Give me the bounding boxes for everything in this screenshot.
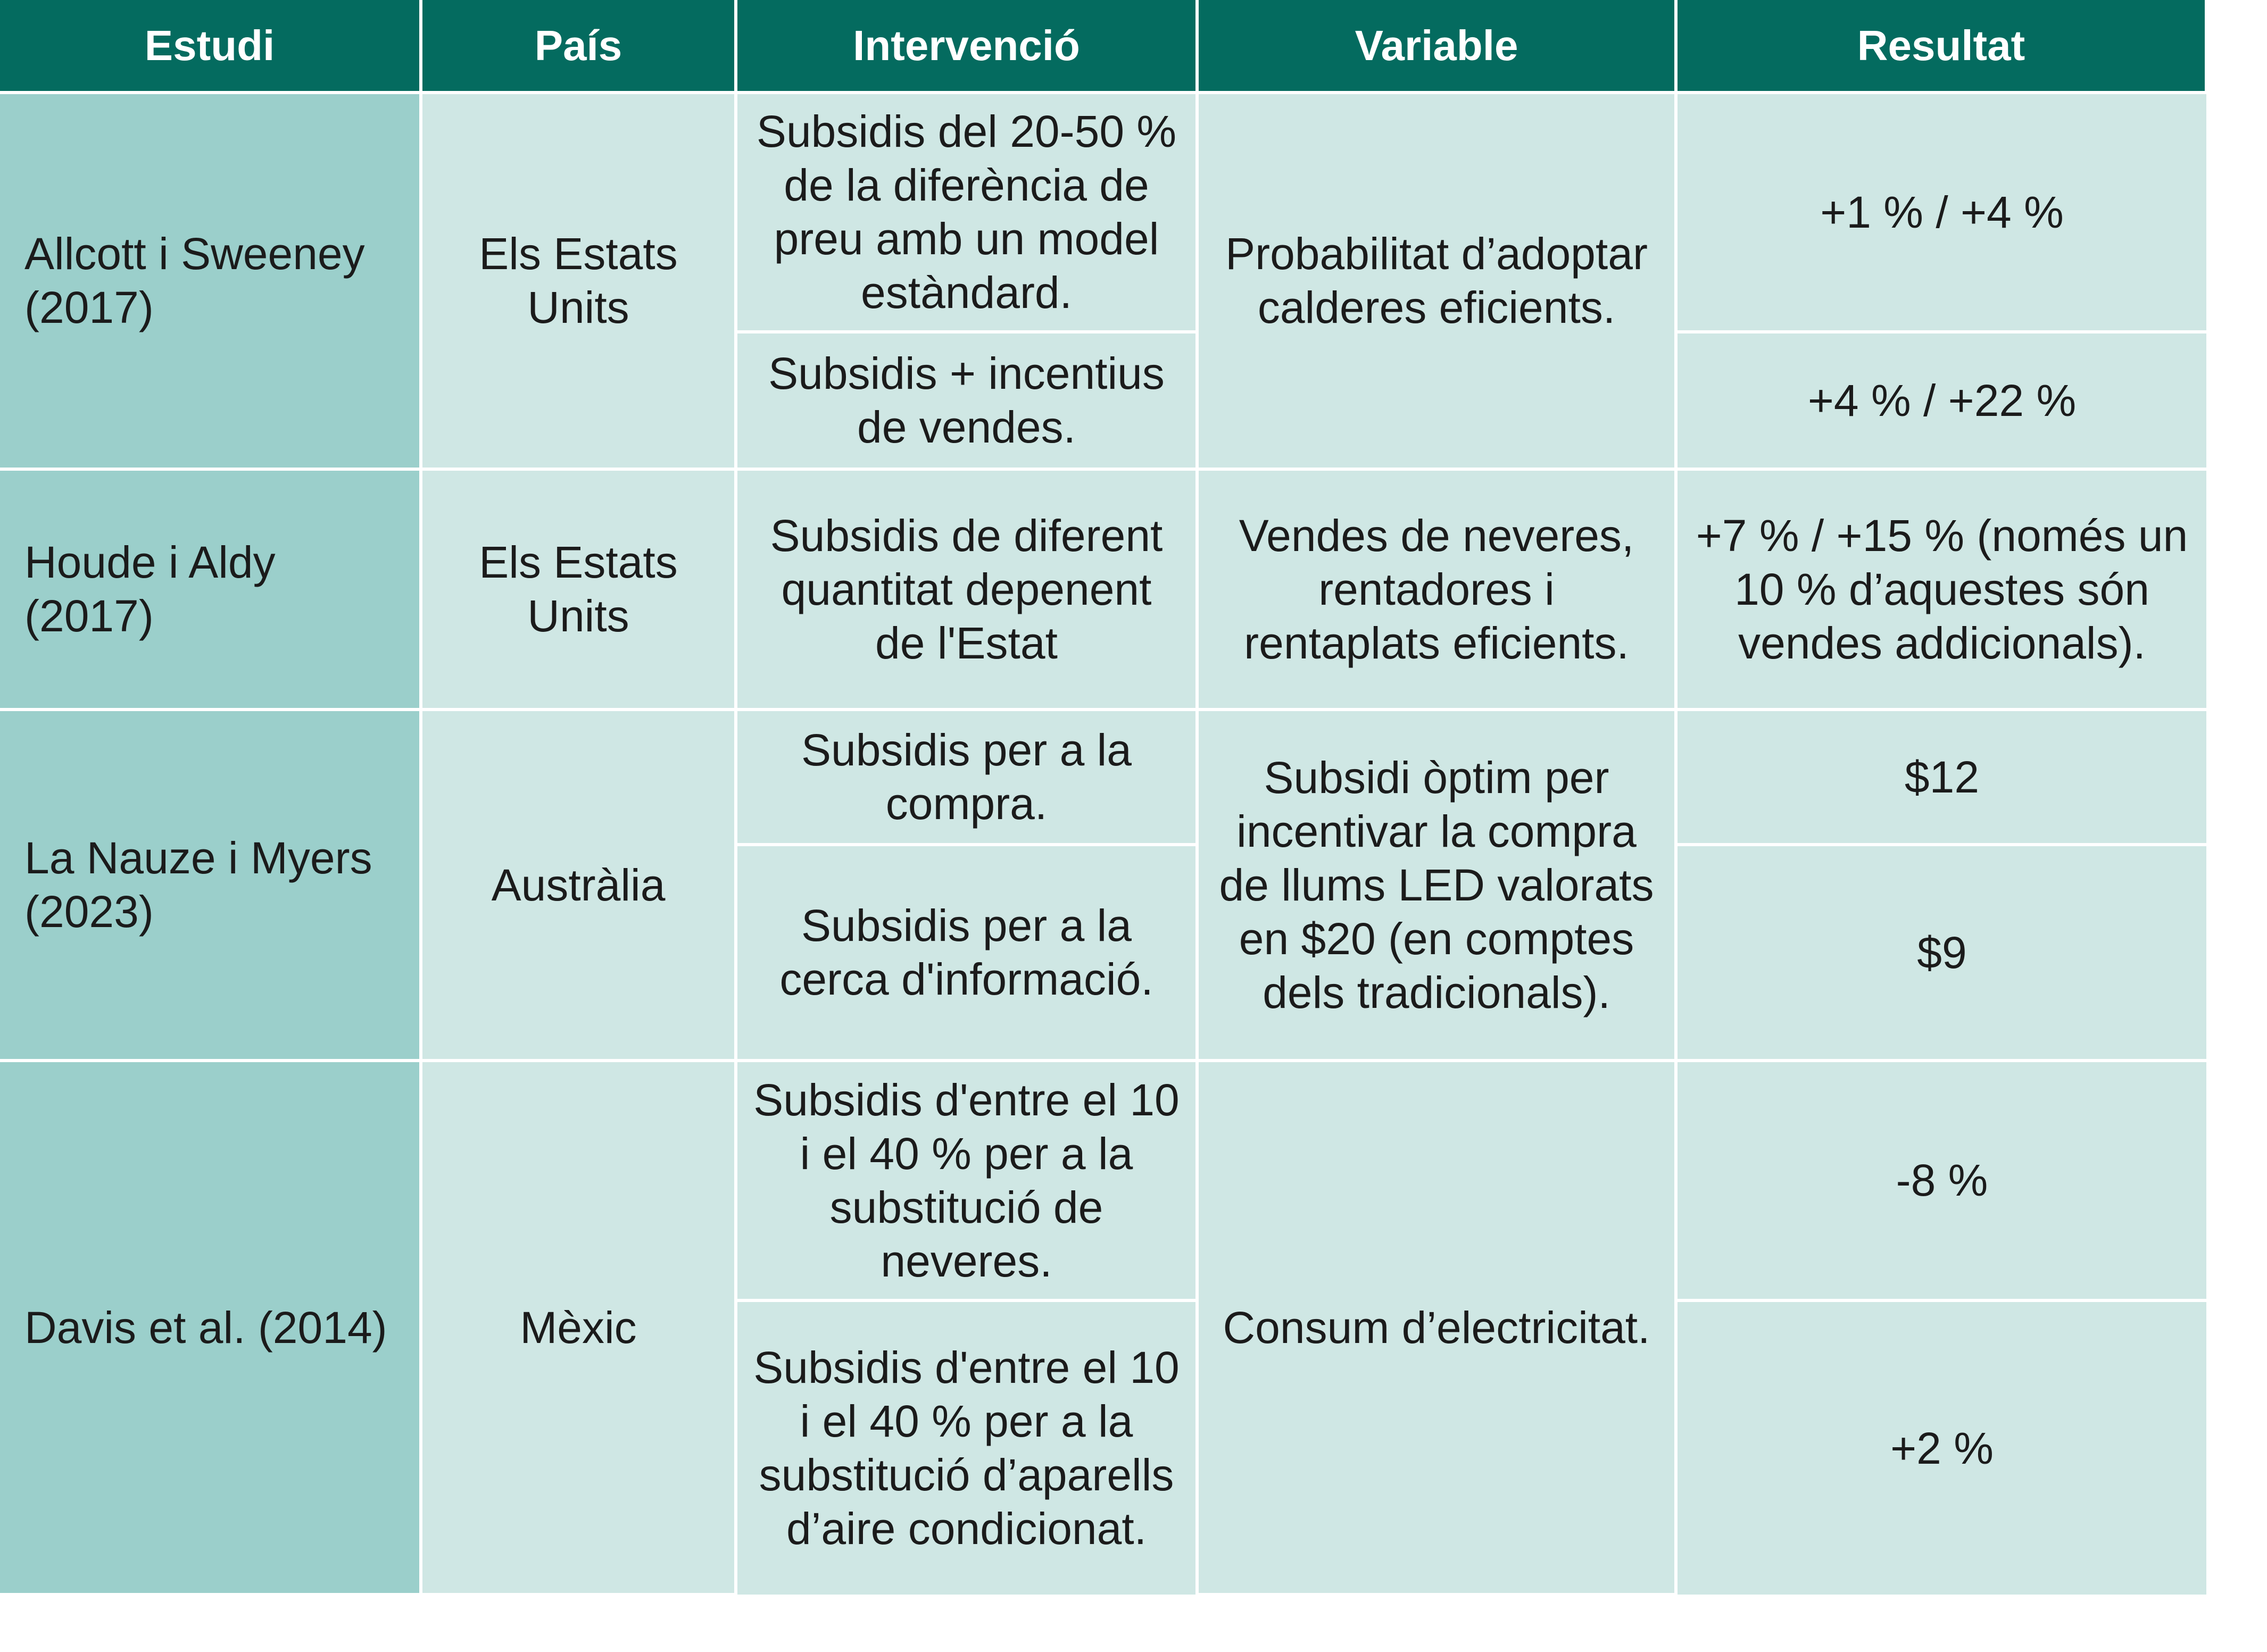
table-row <box>0 469 2206 710</box>
header-row <box>0 0 2206 93</box>
study-cell: Allcott i Sweeney (2017) <box>0 93 421 469</box>
header-study: Estudi <box>0 0 421 93</box>
result-cell: +7 % / +15 % (només un 10 % d’aquestes són vendes addicionals). <box>1676 469 2206 710</box>
result-cell: -8 % <box>1676 1061 2206 1300</box>
country-cell: Els Estats Units <box>421 469 736 710</box>
intervention-cell: Subsidis per a la compra. <box>736 710 1197 845</box>
study-cell: Davis et al. (2014) <box>0 1061 421 1595</box>
result-cell: +1 % / +4 % <box>1676 93 2206 332</box>
header-intervention: Intervenció <box>736 0 1197 93</box>
country-cell: Els Estats Units <box>421 93 736 469</box>
result-cell: +2 % <box>1676 1300 2206 1595</box>
intervention-cell: Subsidis de diferent quantitat depenent de l'Estat <box>736 469 1197 710</box>
header-variable: Variable <box>1197 0 1676 93</box>
header-country: País <box>421 0 736 93</box>
result-cell: +4 % / +22 % <box>1676 332 2206 469</box>
country-cell: Mèxic <box>421 1061 736 1595</box>
study-cell: Houde i Aldy (2017) <box>0 469 421 710</box>
intervention-cell: Subsidis d'entre el 10 i el 40 % per a la substitució de neveres. <box>736 1061 1197 1300</box>
header-result: Resultat <box>1676 0 2206 93</box>
intervention-cell: Subsidis del 20-50 % de la diferència de preu amb un model estàndard. <box>736 93 1197 332</box>
variable-cell: Vendes de neveres, rentadores i rentaplats eficients. <box>1197 469 1676 710</box>
country-cell: Austràlia <box>421 710 736 1061</box>
intervention-cell: Subsidis per a la cerca d'informació. <box>736 845 1197 1061</box>
variable-cell: Probabilitat d’adoptar calderes eficients. <box>1197 93 1676 469</box>
table-row <box>0 93 2206 332</box>
result-cell: $12 <box>1676 710 2206 845</box>
intervention-cell: Subsidis + incentius de vendes. <box>736 332 1197 469</box>
variable-cell: Consum d’electricitat. <box>1197 1061 1676 1595</box>
table-row <box>0 1061 2206 1300</box>
intervention-cell: Subsidis d'entre el 10 i el 40 % per a la substitució d’aparells d’aire condicionat. <box>736 1300 1197 1595</box>
result-cell: $9 <box>1676 845 2206 1061</box>
study-cell: La Nauze i Myers (2023) <box>0 710 421 1061</box>
variable-cell: Subsidi òptim per incentivar la compra de llums LED valorats en $20 (en comptes dels tradicionals). <box>1197 710 1676 1061</box>
table-row <box>0 710 2206 845</box>
